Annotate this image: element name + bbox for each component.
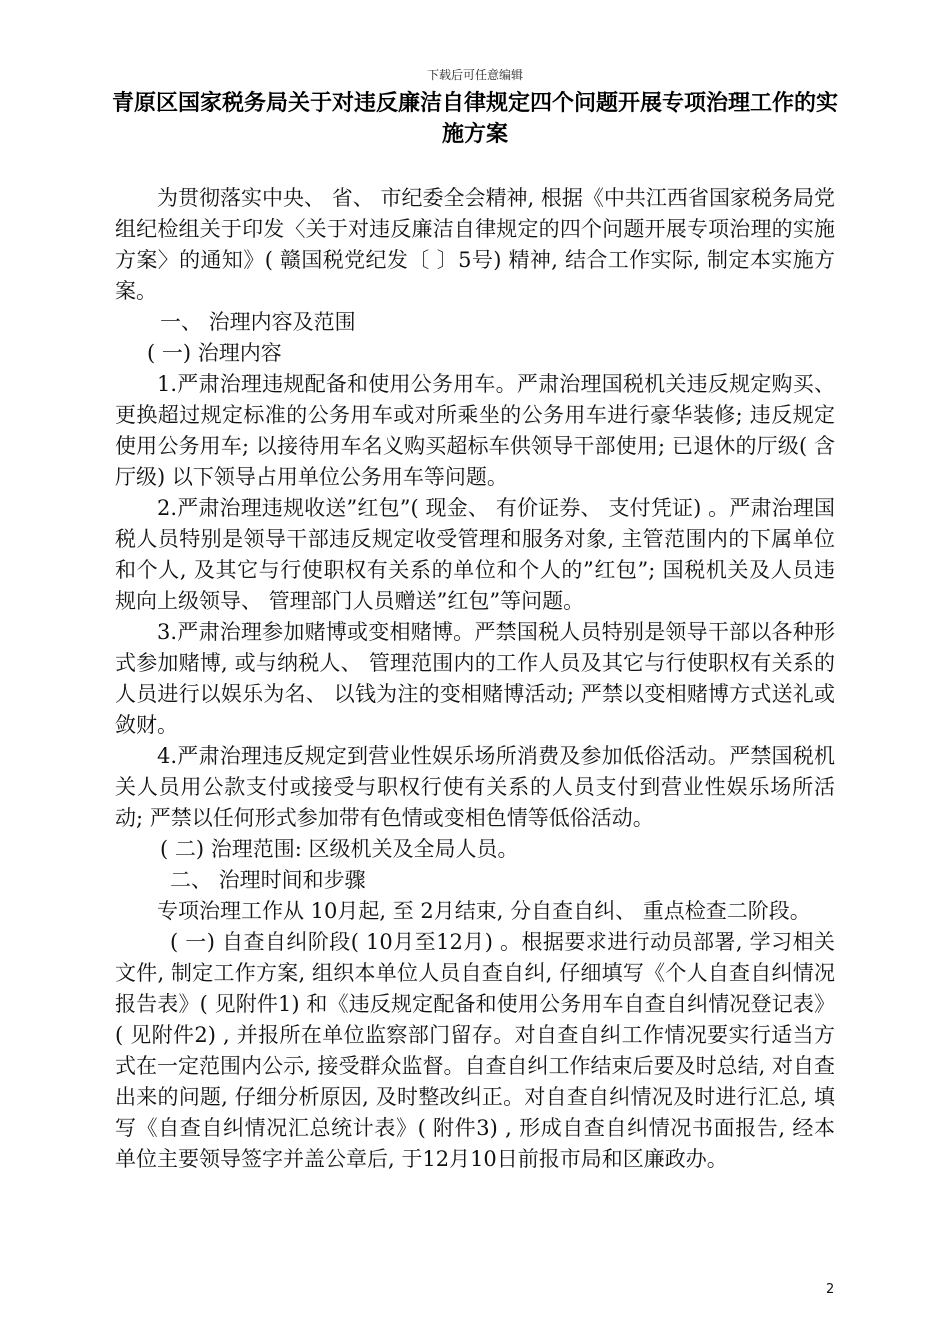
section-heading-2: 二、 治理时间和步骤 [170, 868, 366, 892]
subsection-heading-1-1: ( 一) 治理内容 [147, 341, 282, 365]
list-item-3: 3.严肃治理参加赌博或变相赌博。严禁国税人员特别是领导干部以各种形式参加赌博, 或与纳税人、 管理范围内的工作人员及其它与行使职权有关系的人员进行以娱乐为名、 以钱为注的变相赌博活动; 严禁以变相赌博方式送礼或敛财。 [115, 620, 835, 737]
list-item-1: 1.严肃治理违规配备和使用公务用车。严肃治理国税机关违反规定购买、 更换超过规定标准的公务用车或对所乘坐的公务用车进行豪华装修; 违反规定使用公务用车; 以接待用车名义购买超标车供领导干部使用; 已退休的厅级( 含厅级) 以下领导占用单位公务用车等问题。 [115, 372, 835, 489]
page-number: 2 [826, 1282, 835, 1297]
list-item-2: 2.严肃治理违规收送”红包”( 现金、 有价证券、 支付凭证) 。严肃治理国税人员特别是领导干部违反规定收受管理和服务对象, 主管范围内的下属单位和个人, 及其它与行使职权有关系的单位和个人的”红包”; 国税机关及人员违规向上级领导、 管理部门人员赠送”红包”等问题。 [115, 496, 835, 613]
header-note: 下载后可任意编辑 [426, 68, 523, 82]
document-body [115, 183, 835, 1175]
section-heading-1: 一、 治理内容及范围 [160, 310, 356, 334]
stage-1-paragraph: ( 一) 自查自纠阶段( 10月至12月) 。根据要求进行动员部署, 学习相关文件, 制定工作方案, 组织本单位人员自查自纠, 仔细填写《个人自查自纠情况报告表》( 见附件1) 和《违反规定配备和使用公务用车自查自纠情况登记表》( 见附件2) , 并报所在单位监察部门留存。对自查自纠工作情况要实行适当方式在一定范围内公示, 接受群众监督。自查自纠工作结束后要及时总结, 对自查出来的问题, 仔细分析原因, 及时整改纠正。对自查自纠情况及时进行汇总, 填写《自查自纠情况汇总统计表》( 附件3) , 形成自查自纠情况书面报告, 经本单位主要领导签字并盖公章后, 于12月10日前报市局和区廉政办。 [115, 930, 835, 1171]
subsection-heading-1-2: ( 二) 治理范围: 区级机关及全局人员。 [160, 837, 519, 861]
section-2-intro: 专项治理工作从 10月起, 至 2月结束, 分自查自纠、 重点检查二阶段。 [157, 899, 811, 923]
list-item-4: 4.严肃治理违反规定到营业性娱乐场所消费及参加低俗活动。严禁国税机关人员用公款支付或接受与职权行使有关系的人员支付到营业性娱乐场所活动; 严禁以任何形式参加带有色情或变相色情等低俗活动。 [115, 744, 835, 830]
intro-paragraph: 为贯彻落实中央、 省、 市纪委全会精神, 根据《中共江西省国家税务局党组纪检组关于印发〈关于对违反廉洁自律规定的四个问题开展专项治理的实施方案〉的通知》( 赣国税党纪发〔 〕5号) 精神, 结合工作实际, 制定本实施方案。 [115, 186, 835, 303]
document-title: 青原区国家税务局关于对违反廉洁自律规定四个问题开展专项治理工作的实施方案 [111, 91, 838, 147]
